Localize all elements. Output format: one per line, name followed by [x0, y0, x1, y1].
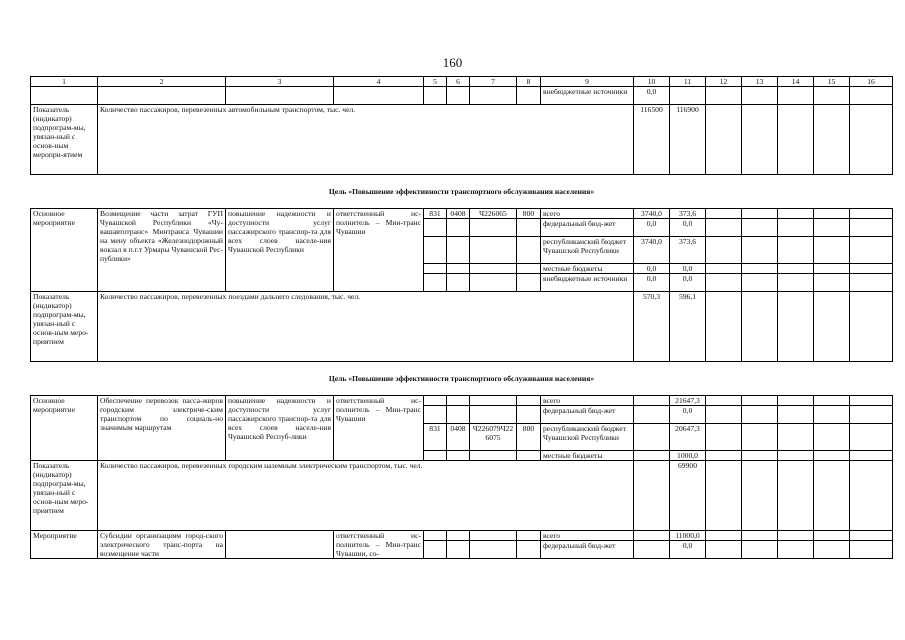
- value-cell: 3740,0: [634, 209, 670, 219]
- measure-executor: ответственный ис-полнитель – Мин-транс Чувашии: [334, 209, 424, 292]
- goal-title: Цель «Повышение эффективности транспортного обслуживания населения»: [31, 175, 893, 209]
- measure-executor: ответственный ис-полнитель – Мин-транс Чувашии: [334, 396, 424, 461]
- value-cell: 373,6: [670, 237, 706, 264]
- rzpr-code: 0408: [447, 209, 470, 219]
- measure-label: Основное мероприятие: [31, 209, 98, 292]
- value-cell: 0,0: [670, 541, 706, 559]
- value-cell: 0,0: [634, 219, 670, 237]
- column-number: 10: [634, 77, 670, 87]
- goal-title: Цель «Повышение эффективности транспортного обслуживания населения»: [31, 362, 893, 396]
- funding-source: внебюджетные источники: [541, 274, 634, 292]
- measure-row: [31, 531, 893, 541]
- indicator-row: [31, 292, 893, 362]
- measure-label: Мероприятие: [31, 531, 98, 559]
- measure-goal: повышение надежности и доступности услуг пассажирского транспор-та для всех слоев населе-ния Чувашской Респуб-лики: [226, 396, 334, 461]
- funding-source: федеральный бюд-жет: [541, 406, 634, 424]
- value-cell: 0,0: [670, 264, 706, 274]
- goal-row: [31, 175, 893, 209]
- measure-name: Возмещение части затрат ГУП Чувашской Республики «Чу-вашавтотранс» Минтранса Чувашии на мену объекта «Железнодорожный вокзал в п.г.т Урмары Чувашской Рес-публики»: [98, 209, 226, 292]
- measure-goal: повышение надежности и доступности услуг пассажирского транспор-та для всех слоев населе-ния Чувашской Республики: [226, 209, 334, 292]
- measure-executor: ответственный ис-полнитель – Мин-транс Чувашии, со-: [334, 531, 424, 559]
- vr-code: 800: [517, 424, 541, 451]
- value-cell: 116900: [670, 105, 706, 175]
- value-cell: 20647,3: [670, 424, 706, 451]
- column-number: 8: [517, 77, 541, 87]
- value-cell: 0,0: [634, 87, 670, 105]
- value-cell: 0,0: [634, 264, 670, 274]
- funding-source: всего: [541, 209, 634, 219]
- goal-row: [31, 362, 893, 396]
- indicator-label: Показатель (индикатор) подпрограм-мы, увязан-ный с основ-ным меро-приятием: [31, 292, 98, 362]
- indicator-label: Показатель (индикатор) подпрограм-мы, увязан-ный с основ-ным меропри-ятием: [31, 105, 98, 175]
- column-number-row: [31, 77, 893, 87]
- value-cell: 11000,0: [670, 531, 706, 541]
- column-number: 7: [470, 77, 517, 87]
- column-number: 15: [814, 77, 850, 87]
- page-number: 160: [442, 55, 463, 70]
- value-cell: 0,0: [634, 274, 670, 292]
- column-number: 16: [850, 77, 893, 87]
- column-number: 13: [742, 77, 778, 87]
- value-cell: 116500: [634, 105, 670, 175]
- grbs-code: 831: [424, 424, 447, 451]
- value-cell: 0,0: [670, 406, 706, 424]
- indicator-label: Показатель (индикатор) подпрограм-мы, увязан-ный с основ-ным меро-приятием: [31, 461, 98, 531]
- value-cell: 0,0: [670, 219, 706, 237]
- funding-source: федеральный бюд-жет: [541, 219, 634, 237]
- column-number: 3: [226, 77, 334, 87]
- measure-name: Обеспечение перевозок пасса-жиров городским электриче-ским транспортом по социаль-но значимым маршрутам: [98, 396, 226, 461]
- measure-row: [31, 209, 893, 219]
- value-cell: 1000,0: [670, 451, 706, 461]
- column-number: 1: [31, 77, 98, 87]
- funding-source: всего: [541, 531, 634, 541]
- column-number: 2: [98, 77, 226, 87]
- funding-source: местные бюджеты: [541, 264, 634, 274]
- funding-source: республиканский бюджет Чувашской Республики: [541, 424, 634, 451]
- vr-code: 800: [517, 209, 541, 219]
- funding-source: республиканский бюджет Чувашской Республики: [541, 237, 634, 264]
- column-number: 5: [424, 77, 447, 87]
- value-cell: 0,0: [670, 274, 706, 292]
- value-cell: 21647,3: [670, 396, 706, 406]
- funding-source: всего: [541, 396, 634, 406]
- funding-source: местные бюджеты: [541, 451, 634, 461]
- value-cell: 69900: [670, 461, 706, 531]
- funding-source: федеральный бюд-жет: [541, 541, 634, 559]
- measure-label: Основное мероприятие: [31, 396, 98, 461]
- measure-name: Субсидии организациям город-ского электрического транс-порта на возмещение части: [98, 531, 226, 559]
- table-row: [31, 87, 893, 105]
- csr-code: Ч226065: [470, 209, 517, 219]
- value-cell: 596,1: [670, 292, 706, 362]
- grbs-code: 831: [424, 209, 447, 219]
- value-cell: 3740,0: [634, 237, 670, 264]
- value-cell: 373,6: [670, 209, 706, 219]
- column-number: 12: [706, 77, 742, 87]
- csr-code: Ч226079Ч22 6075: [470, 424, 517, 451]
- indicator-text: Количество пассажиров, перевезенных городским наземным электрическим транспортом, тыс. чел.: [98, 461, 634, 531]
- column-number: 14: [778, 77, 814, 87]
- funding-source: внебюджетные источники: [541, 87, 634, 105]
- indicator-row: [31, 105, 893, 175]
- column-number: 11: [670, 77, 706, 87]
- value-cell: 570,3: [634, 292, 670, 362]
- indicator-text: Количество пассажиров, перевезенных автомобильным транспортом, тыс. чел.: [98, 105, 634, 175]
- indicator-text: Количество пассажиров, перевезенных поездами дальнего следования, тыс. чел.: [98, 292, 634, 362]
- rzpr-code: 0408: [447, 424, 470, 451]
- indicator-row: [31, 461, 893, 531]
- program-table: [30, 76, 893, 559]
- measure-row: [31, 396, 893, 406]
- column-number: 6: [447, 77, 470, 87]
- column-number: 9: [541, 77, 634, 87]
- column-number: 4: [334, 77, 424, 87]
